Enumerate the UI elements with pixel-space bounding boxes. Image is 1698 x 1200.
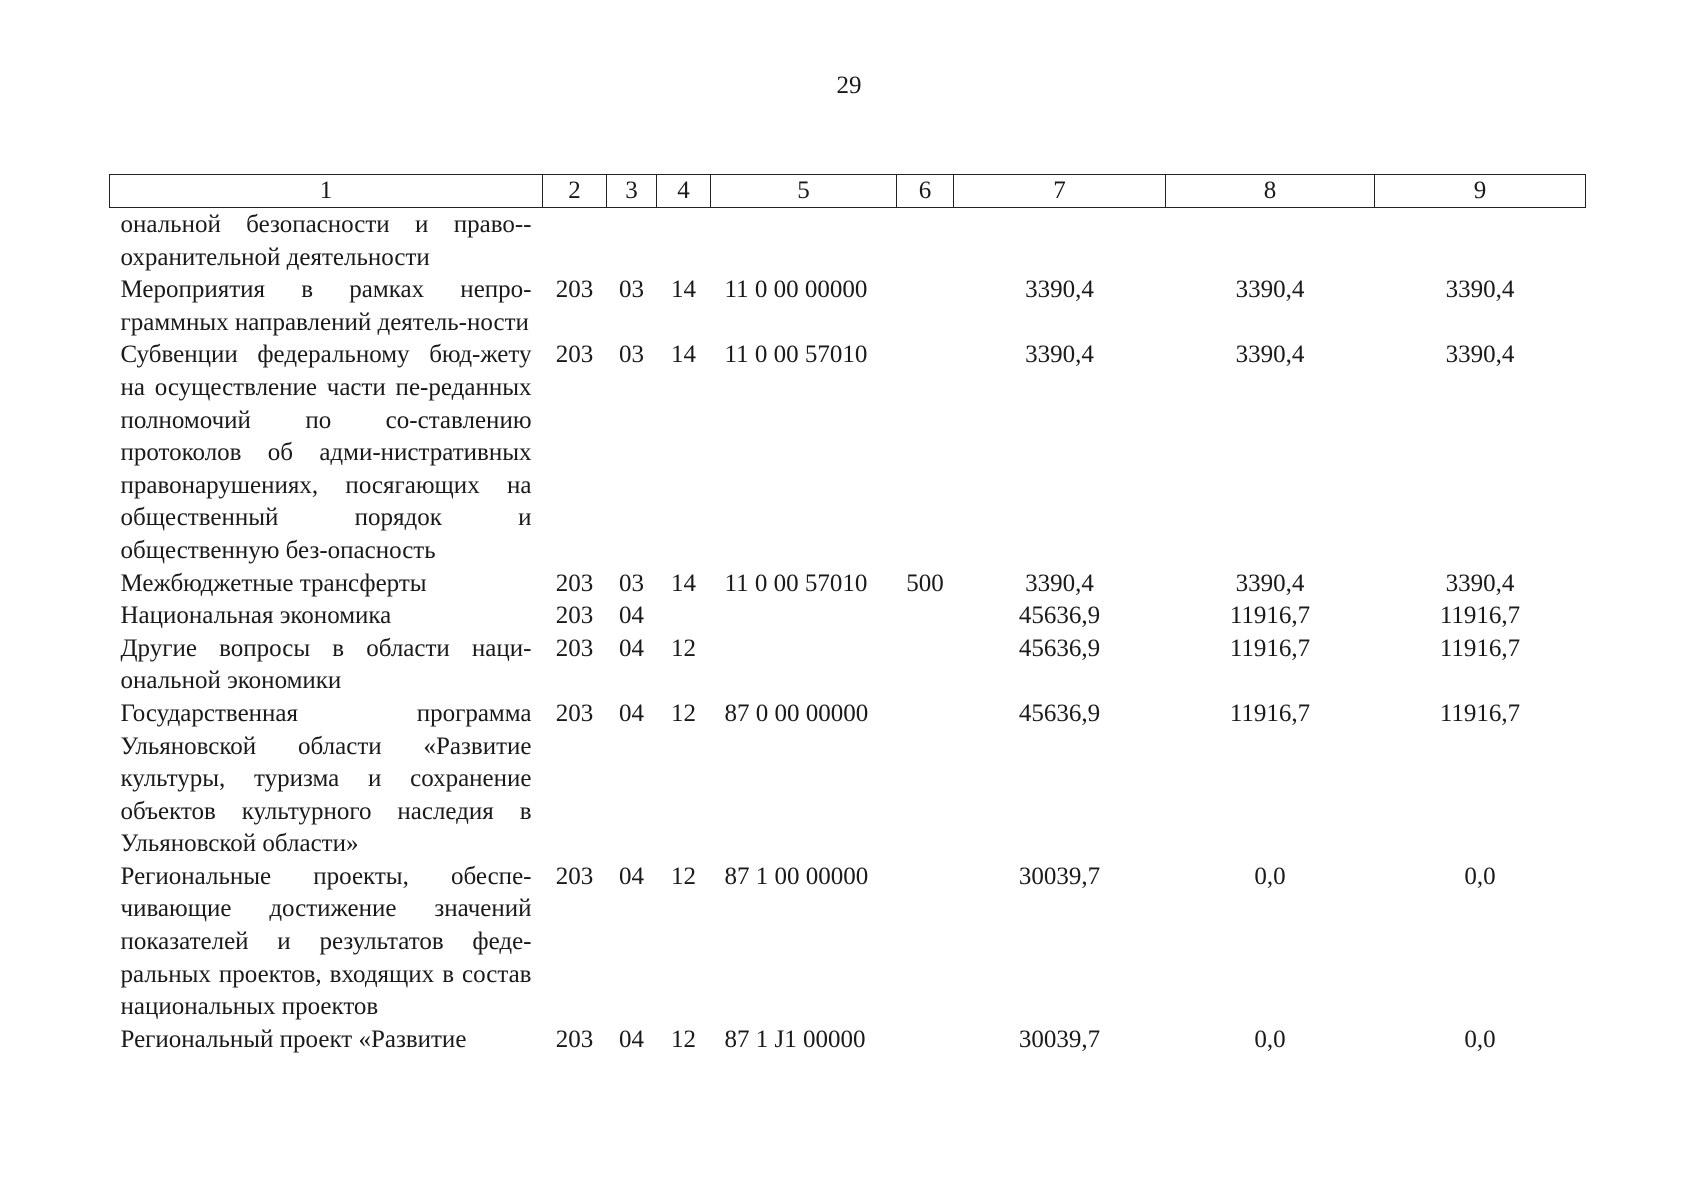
cell-subsection: 14 [671, 341, 696, 369]
budget-table [109, 174, 1586, 1056]
row-name: Национальная экономика [120, 602, 392, 630]
table-row [110, 633, 1586, 698]
cell-expense-type [897, 1024, 954, 1057]
cell-admin-code: 203 [555, 634, 594, 662]
cell-expense-type [897, 633, 954, 698]
column-header-1: 1 [110, 175, 543, 208]
cell-amount-year-2: 11916,7 [1229, 699, 1311, 727]
cell-amount-year-3 [1375, 208, 1586, 275]
table-row [110, 274, 1586, 339]
cell-amount-year-2: 11916,7 [1229, 602, 1311, 630]
cell-expense-type [897, 698, 954, 861]
cell-target-article: 11 0 00 00000 [724, 276, 868, 304]
cell-expense-type [897, 600, 954, 633]
cell-admin-code: 203 [555, 699, 594, 727]
row-name: Региональный проект «Развитие [120, 1025, 467, 1053]
cell-amount-year-3: 3390,4 [1445, 341, 1515, 369]
table-row [110, 1024, 1586, 1057]
column-header-8: 8 [1166, 175, 1375, 208]
cell-target-article: 11 0 00 57010 [724, 341, 868, 369]
column-header-4: 4 [657, 175, 711, 208]
cell-subsection [657, 208, 711, 275]
table-row [110, 861, 1586, 1024]
cell-target-article: 87 1 00 00000 [724, 862, 869, 890]
cell-target-article: 87 1 J1 00000 [724, 1025, 866, 1053]
cell-amount-year-1: 30039,7 [1018, 1025, 1101, 1053]
cell-target-article [711, 600, 897, 633]
cell-admin-code: 203 [555, 569, 594, 597]
cell-amount-year-2: 3390,4 [1235, 341, 1305, 369]
cell-subsection: 12 [671, 634, 696, 662]
cell-amount-year-2: 3390,4 [1235, 569, 1305, 597]
cell-admin-code [543, 208, 607, 275]
cell-subsection: 12 [671, 1025, 696, 1053]
cell-admin-code: 203 [555, 862, 594, 890]
cell-expense-type [897, 339, 954, 567]
cell-target-article: 87 0 00 00000 [724, 699, 869, 727]
row-name: Другие вопросы в области наци-ональной экономики [120, 634, 532, 695]
cell-section: 03 [619, 341, 644, 369]
cell-amount-year-2 [1166, 208, 1375, 275]
cell-amount-year-2: 3390,4 [1235, 276, 1305, 304]
cell-amount-year-3: 11916,7 [1439, 634, 1521, 662]
cell-admin-code: 203 [555, 276, 594, 304]
cell-section: 03 [619, 569, 644, 597]
cell-section: 04 [619, 602, 644, 630]
column-header-7: 7 [954, 175, 1166, 208]
column-header-5: 5 [711, 175, 897, 208]
row-name: ональной безопасности и право-охранительной деятельности [120, 211, 532, 271]
cell-amount-year-3: 3390,4 [1445, 569, 1515, 597]
cell-amount-year-3: 0,0 [1464, 1025, 1496, 1053]
column-header-9: 9 [1375, 175, 1586, 208]
cell-expense-type [897, 208, 954, 275]
table-row [110, 208, 1586, 275]
column-header-6: 6 [897, 175, 954, 208]
cell-section: 04 [619, 699, 644, 727]
cell-section: 04 [619, 1025, 644, 1053]
table-row [110, 600, 1586, 633]
cell-expense-type [897, 274, 954, 339]
row-name: Государственная программа Ульяновской области «Развитие культуры, туризма и сохранение объектов культурного наследия в Ульяновской области» [120, 699, 532, 858]
cell-subsection [657, 600, 711, 633]
row-name: Мероприятия в рамках непро-граммных направлений деятель-ности [120, 276, 532, 336]
column-header-3: 3 [607, 175, 657, 208]
cell-expense-type: 500 [906, 569, 944, 597]
cell-amount-year-3: 0,0 [1464, 862, 1496, 890]
cell-target-article [711, 208, 897, 275]
cell-subsection: 12 [671, 699, 696, 727]
cell-amount-year-3: 11916,7 [1439, 602, 1521, 630]
cell-admin-code: 203 [555, 341, 594, 369]
cell-target-article: 11 0 00 57010 [724, 569, 868, 597]
cell-amount-year-1 [954, 208, 1166, 275]
cell-amount-year-1: 45636,9 [1018, 699, 1101, 727]
cell-subsection: 14 [671, 276, 696, 304]
cell-amount-year-1: 30039,7 [1018, 862, 1101, 890]
cell-expense-type [897, 861, 954, 1024]
cell-section [607, 208, 657, 275]
header-row [110, 175, 1586, 208]
cell-section: 03 [619, 276, 644, 304]
column-header-2: 2 [543, 175, 607, 208]
cell-amount-year-1: 3390,4 [1025, 341, 1094, 369]
cell-amount-year-2: 0,0 [1254, 1025, 1286, 1053]
cell-amount-year-3: 11916,7 [1439, 699, 1521, 727]
cell-section: 04 [619, 862, 644, 890]
table-row [110, 568, 1586, 601]
table-row [110, 339, 1586, 567]
page-number: 29 [836, 72, 862, 99]
cell-subsection: 14 [671, 569, 696, 597]
table-row [110, 698, 1586, 861]
row-name: Межбюджетные трансферты [120, 569, 427, 597]
cell-amount-year-1: 45636,9 [1018, 602, 1101, 630]
cell-amount-year-1: 45636,9 [1018, 634, 1101, 662]
cell-amount-year-2: 11916,7 [1229, 634, 1311, 662]
cell-amount-year-1: 3390,4 [1025, 569, 1094, 597]
row-name: Субвенции федеральному бюд-жету на осуществление части пе-реданных полномочий по со-ставлению протоколов об адми-нистративных правонарушениях, посягающих на общественный порядок и общественную без-опасность [120, 341, 532, 564]
cell-target-article [711, 633, 897, 698]
cell-section: 04 [619, 634, 644, 662]
row-name: Региональные проекты, обеспе-чивающие достижение значений показателей и результатов феде-ральных проектов, входящих в состав национальных проектов [120, 862, 532, 1021]
cell-amount-year-1: 3390,4 [1025, 276, 1094, 304]
cell-subsection: 12 [671, 862, 696, 890]
cell-admin-code: 203 [555, 602, 594, 630]
cell-admin-code: 203 [555, 1025, 594, 1053]
cell-amount-year-2: 0,0 [1254, 862, 1286, 890]
cell-amount-year-3: 3390,4 [1445, 276, 1515, 304]
